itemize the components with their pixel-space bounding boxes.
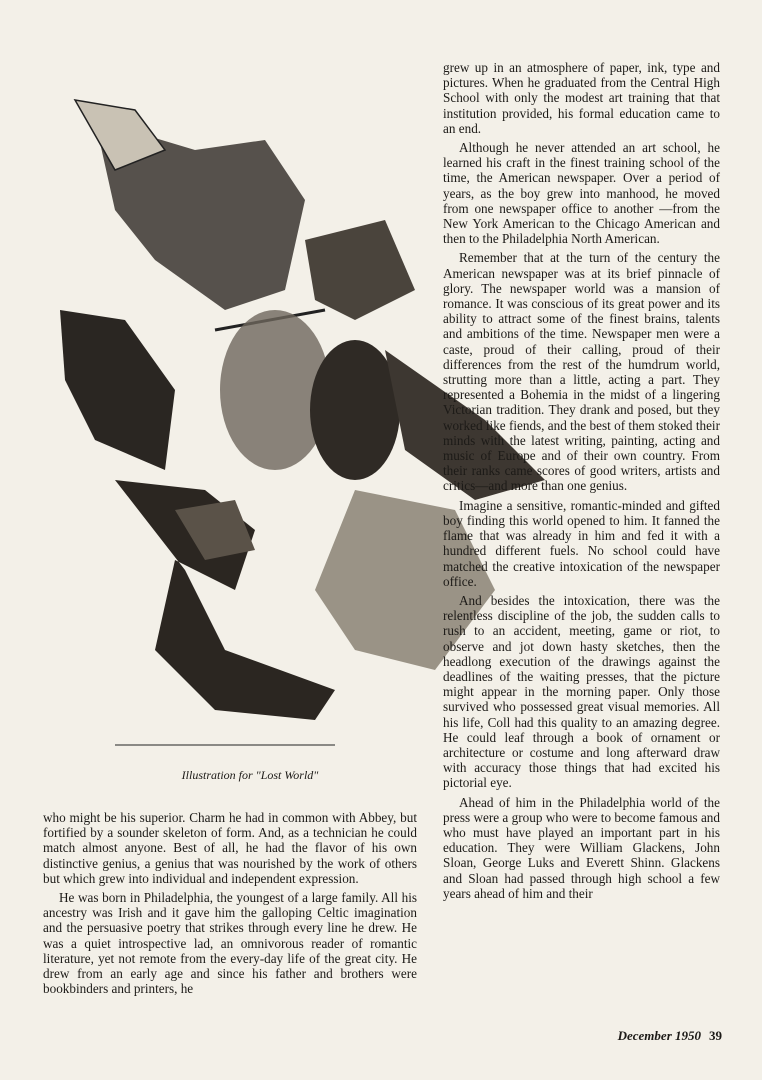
page-number: 39 bbox=[709, 1028, 722, 1043]
paragraph: He was born in Philadelphia, the youngest of a large family. All his ancestry was Irish and it gave him the galloping Celtic imagination and the persuasive poetry that strikes through every line he drew. He was a quiet introspective lad, an omnivorous reader of romantic literature, yet not remote from the every-day life of the great city. He drew from an early age and since his father and brothers were bookbinders and printers, he bbox=[43, 890, 417, 997]
right-text-column bbox=[443, 60, 720, 905]
pterodactyl-head bbox=[305, 220, 415, 320]
page-footer bbox=[618, 1028, 722, 1044]
issue-date: December 1950 bbox=[617, 1028, 701, 1043]
illustration-caption: Illustration for "Lost World" bbox=[181, 768, 319, 782]
bottom-text-column bbox=[43, 810, 417, 1000]
paragraph: Although he never attended an art school, he learned his craft in the finest training school of the time, the American newspaper. Over a period of years, as the boy grew into manhood, he moved from one newspaper office to another —from the New York American to the Chicago American and then to the Philadelphia North American. bbox=[443, 140, 720, 247]
paragraph: Ahead of him in the Philadelphia world of the press were a group who were to become famous and who must have played an important part in his education. They were William Glackens, John Sloan, George Luks and Everett Shinn. Glackens and Sloan had passed through high school a few years ahead of him and their bbox=[443, 794, 720, 901]
paragraph: who might be his superior. Charm he had in common with Abbey, but fortified by a sounder skeleton of form. And, as a technician he could match almost anyone. Best of all, he had the flavor of his own distinctive genius, a genius that was nourished by the work of others but which grew into individual and independent expression. bbox=[43, 810, 417, 886]
paragraph: Remember that at the turn of the century the American newspaper was at its brief pinnacle of glory. The newspaper world was a mansion of romance. It was conscious of its great power and its ability to attract some of the finest brains, talents and ambitions of the time. Newspaper men were a caste, proud of their calling, proud of their differences from the rest of the humdrum world, strutting more than a little, acting a part. They represented a Bohemia in the midst of a lingering Victorian tradition. They drank and posed, but they worked like fiends, and the best of them stoked their minds with the latest writing, painting, acting and music of Europe and of their own country. From their ranks came scores of good writers, artists and critics—and more than one genius. bbox=[443, 250, 720, 494]
left-wing bbox=[60, 310, 175, 470]
paragraph: And besides the intoxication, there was the relentless discipline of the job, the sudden calls to rush to an accident, meeting, game or riot, to observe and jot down hasty sketches, then the headlong execution of the drawings against the deadlines of the waiting presses, that the picture might appear in the morning paper. Only those survived who possessed great visual memories. All his life, Coll had this quality to an amazing degree. He could leaf through a book of ornament or architecture or costume and long afterward draw with accuracy those things that had excited his pictorial eye. bbox=[443, 592, 720, 791]
paragraph: grew up in an atmosphere of paper, ink, type and pictures. When he graduated from the Central High School with only the modest art training that that institution provided, his formal education came to an end. bbox=[443, 60, 720, 136]
paragraph: Imagine a sensitive, romantic-minded and gifted boy finding this world opened to him. It fanned the flame that was already in him and fed it with a hundred different fuels. No school could have matched the creative intoxication of the newspaper office. bbox=[443, 497, 720, 589]
figure-two bbox=[310, 340, 400, 480]
